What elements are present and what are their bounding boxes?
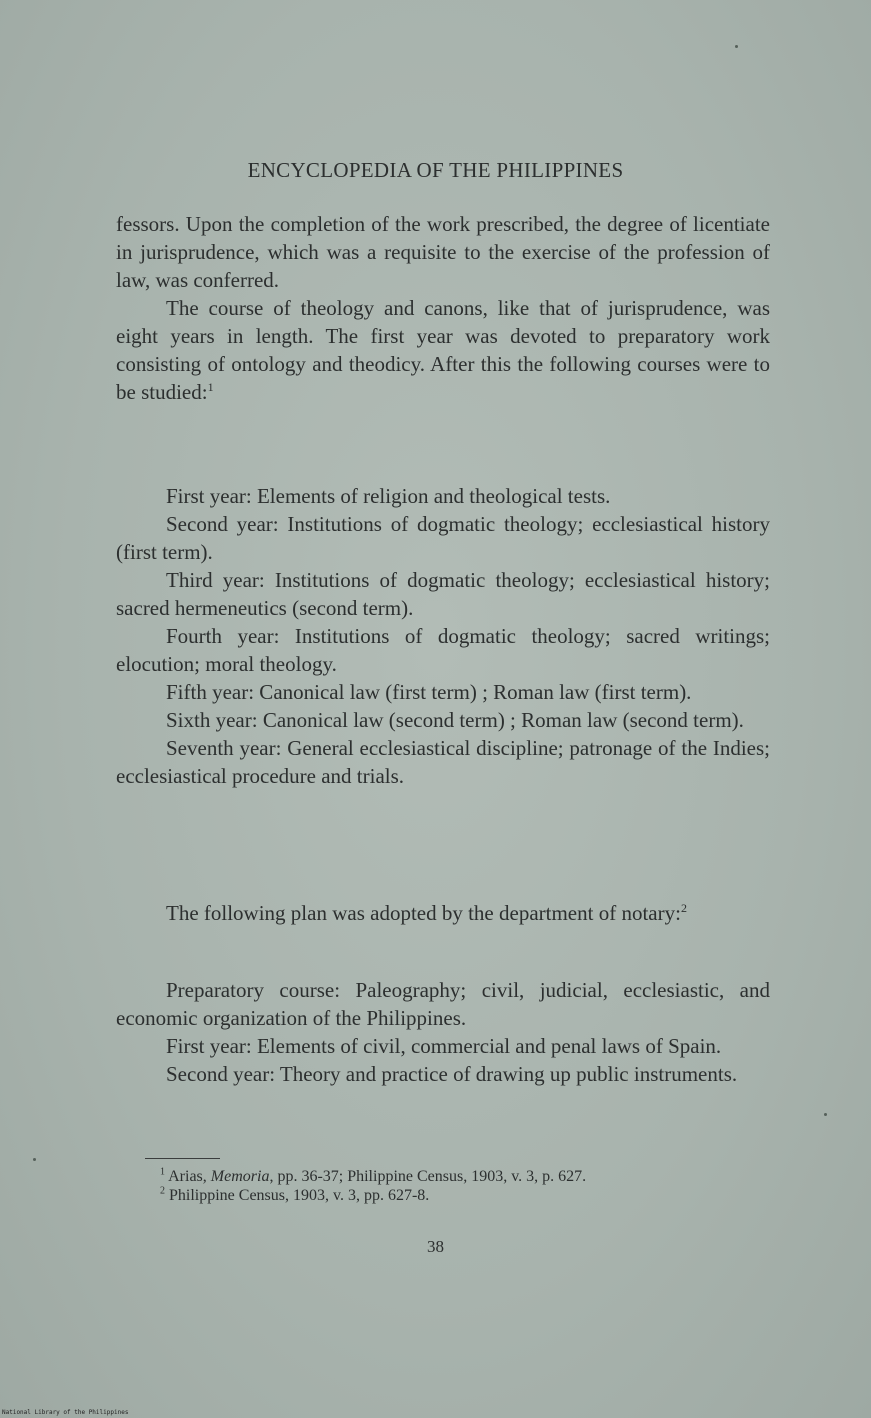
footnote-lead: Arias, bbox=[168, 1168, 211, 1185]
footnote-2 bbox=[160, 1186, 780, 1205]
paragraph-theology-intro-text: The course of theology and canons, like that of jurisprudence, was eight years in length. The first year was devoted to preparatory work consisting of ontology and theodicy. After this the following courses were to be studied: bbox=[116, 296, 770, 404]
course-item: First year: Elements of religion and theological tests. bbox=[166, 484, 611, 508]
speck-mark bbox=[735, 45, 738, 48]
speck-mark bbox=[33, 1158, 36, 1161]
paragraph-notary-intro bbox=[116, 899, 770, 927]
library-credit: National Library of the Philippines bbox=[2, 1409, 129, 1416]
body-text-top bbox=[116, 210, 770, 406]
paragraph-notary-intro-text: The following plan was adopted by the department of notary: bbox=[166, 901, 681, 925]
footnote-number: 2 bbox=[160, 1185, 165, 1197]
paragraph-theology-intro bbox=[116, 294, 770, 406]
course-item: Seventh year: General ecclesiastical discipline; patronage of the Indies; ecclesiastical procedure and trials. bbox=[116, 736, 770, 788]
notary-course-list bbox=[116, 976, 770, 1088]
speck-mark bbox=[824, 1113, 827, 1116]
footnote-rule bbox=[145, 1158, 220, 1159]
paragraph-continuation: fessors. Upon the completion of the work prescribed, the degree of licentiate in jurisprudence, which was a requisite to the exercise of the profession of law, was conferred. bbox=[116, 212, 770, 292]
course-item: Fifth year: Canonical law (first term) ; Roman law (first term). bbox=[166, 680, 692, 704]
page-number: 38 bbox=[427, 1237, 444, 1256]
footnote-ref-1: 1 bbox=[207, 380, 214, 394]
footnote-title: Memoria bbox=[210, 1168, 270, 1185]
course-item: Second year: Institutions of dogmatic theology; ecclesiastical history (first term). bbox=[116, 512, 770, 564]
footnote-number: 1 bbox=[160, 1166, 165, 1178]
footnote-1 bbox=[160, 1167, 780, 1186]
running-head: ENCYCLOPEDIA OF THE PHILIPPINES bbox=[247, 158, 624, 182]
course-item: Second year: Theory and practice of drawing up public instruments. bbox=[166, 1062, 738, 1086]
footnote-rest: , pp. 36-37; Philippine Census, 1903, v. 3, p. 627. bbox=[269, 1168, 587, 1185]
footnotes bbox=[160, 1167, 780, 1205]
course-item: Sixth year: Canonical law (second term) ; Roman law (second term). bbox=[166, 708, 744, 732]
course-item: Fourth year: Institutions of dogmatic theology; sacred writings; elocution; moral theology. bbox=[116, 624, 770, 676]
course-item: First year: Elements of civil, commercial and penal laws of Spain. bbox=[166, 1034, 722, 1058]
course-item: Third year: Institutions of dogmatic theology; ecclesiastical history; sacred hermeneutics (second term). bbox=[116, 568, 770, 620]
notary-intro bbox=[116, 899, 770, 927]
footnote-lead: Philippine Census, 1903, v. 3, pp. 627-8. bbox=[169, 1187, 430, 1204]
theology-course-list bbox=[116, 482, 770, 790]
footnote-ref-2: 2 bbox=[680, 901, 687, 915]
course-item: Preparatory course: Paleography; civil, judicial, ecclesiastic, and economic organization of the Philippines. bbox=[116, 978, 770, 1030]
